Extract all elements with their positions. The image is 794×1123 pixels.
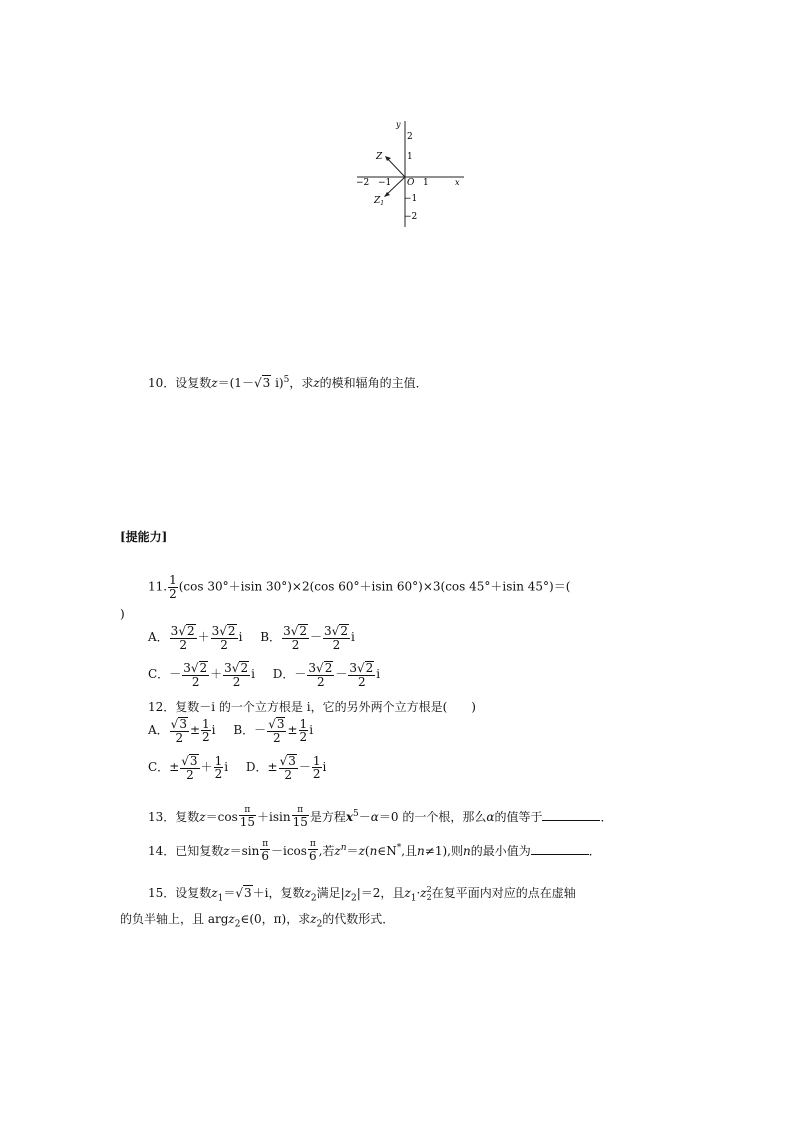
q15-number: 15． [148,886,176,900]
op: ± [169,760,180,775]
q10-text: i) [271,376,284,390]
q10-text: ，求 [289,376,314,390]
q12-options-row2 [148,754,326,781]
q14-text: ≠1) [424,844,448,859]
radicand: 3 [276,717,285,731]
q11-d-frac1: $\frac{3√2}{2}$ [308,661,333,689]
q11-d-frac2: $\frac{3√2}{2}$ [349,661,374,689]
superscript: * [396,843,402,854]
q15-text: 满足| [316,886,345,900]
op: － [169,667,182,682]
q11-a-frac1: $\frac{3√2}{2}$ [170,624,195,652]
q13-text: ＋isin [257,810,291,825]
radicand: 2 [324,661,333,675]
q12-d-frac1: $\frac{√3}{2}$ [279,754,296,782]
q14-var: n [417,844,425,859]
den: 2 [291,637,300,652]
q10-var: z [211,376,218,390]
q11-option-b-label: B． [260,630,282,645]
q15-text: ＝ [223,886,236,900]
radicand: 2 [299,624,307,638]
q11-c-frac1: $\frac{3√2}{2}$ [183,661,208,689]
coef: 3 [349,661,357,675]
exponent: n [340,843,347,854]
coef: 3 [224,661,232,675]
q12-number: 12． [148,700,176,714]
y-tick-1: 1 [407,152,413,162]
q13-text: ＝0 的一个根，那么 [378,810,487,825]
q12-b-frac2 [299,718,309,744]
q14-frac1 [260,840,270,863]
den: 2 [175,730,184,745]
coef: 3 [324,624,332,638]
x-tick-neg2: −2 [356,178,370,188]
q11-frac-num: 1 [169,573,177,587]
den: 2 [191,674,200,689]
q10-exponent: 5 [283,375,290,385]
radicand: 2 [365,661,374,675]
imag-unit: i [322,760,327,775]
vector-z [386,157,405,177]
q15-var: z [211,886,218,900]
den: 2 [232,674,241,689]
den: 2 [220,637,228,652]
q11-b-frac1: $\frac{3√2}{2}$ [283,624,307,652]
q13-var: x [345,810,354,825]
q14-frac2 [308,840,318,863]
op: － [335,667,348,682]
q11-option-a-label: A． [148,630,169,645]
coef: 3 [183,661,191,675]
q15-text: 在复平面内对应的点在虚轴 [431,886,576,900]
q14-text: ( [364,844,370,859]
radicand: 2 [340,624,348,638]
imag-unit: i [224,760,229,775]
question-14 [148,840,601,863]
den: 2 [312,767,321,782]
x-tick-neg1: −1 [378,178,392,188]
radicand: 2 [227,624,236,638]
imag-unit: i [238,630,243,645]
q15-text: 设复数 [175,886,212,900]
op: ＋ [210,667,223,682]
question-15-line2 [120,910,394,929]
q13-text: 复数 [175,810,200,825]
origin-label: O [407,178,415,188]
den: 2 [317,674,325,689]
num: π [309,839,316,849]
question-13 [148,806,613,829]
den: 2 [358,674,366,689]
q15-text: ∈(0，π)，求 [240,912,311,926]
complex-plane-figure [352,115,468,230]
subscript: 2 [316,919,323,930]
point-z1-label: $Z_1$ [374,196,385,207]
question-15: 15．设复数$z_1=√3+i$，复数$z_2$满足$|z_2|=2$，且$z_1\cdot z$ 2 2 在复平面内对应的点在虚轴 [148,885,576,904]
y-axis-label: y [396,120,401,129]
q12-text: 复数－i 的一个立方根是 i，它的另外两个立方根是( ) [175,700,476,714]
radicand: 3 [244,886,252,900]
q14-text: ． [588,844,601,859]
q11-option-d-label: D． [272,667,295,682]
y-tick-neg1: −1 [404,194,418,204]
num: 1 [214,753,223,768]
q14-var: n [369,844,378,859]
radicand: 3 [288,754,296,768]
num: 1 [202,716,210,731]
q12-b-frac1: $\frac{√3}{2}$ [268,717,285,745]
radicand: 2 [240,661,249,675]
q14-text: ,则 [447,844,463,859]
q12-c-frac1: $\frac{√3}{2}$ [181,754,198,782]
q13-text: ． [600,810,613,825]
subscript: 2 [350,893,357,904]
radicand: 3 [179,717,187,731]
x-axis-label: x [455,178,460,187]
q15-var: z [404,886,411,900]
q15-text: 的负半轴上，且 arg [120,912,229,926]
q12-a-frac2 [201,718,211,744]
q14-var: z [334,844,341,859]
q13-frac1 [239,806,256,829]
q10-text: 设复数 [175,376,212,390]
den: 2 [186,767,194,782]
point-z-label: Z [376,152,383,162]
q12-option-c-label: C． [148,760,170,775]
den: 2 [214,767,223,782]
q13-text: ＝cos [205,810,238,825]
q10-var: z [313,376,320,390]
den: 15 [292,815,308,830]
q11-options-row1 [148,624,355,651]
q15-text: ＋i，复数 [252,886,305,900]
q13-frac2 [292,806,309,829]
question-10: 10．设复数z＝(1－√3 i)$^5$，求z的模和辐角的主值． [148,375,428,390]
superscript: 2 [426,885,432,895]
question-11 [148,574,570,600]
q11-frac-den: 2 [169,586,177,601]
q11-fraction [168,574,178,600]
vector-z-arrowhead [385,156,391,161]
q12-c-frac2 [214,755,224,781]
coef: 3 [211,624,220,638]
q14-text: ,若 [318,844,335,859]
q15-var: z [304,886,311,900]
subscript: 2 [426,892,432,902]
imag-unit: i [376,667,381,682]
question-12 [148,698,476,715]
den: 2 [332,637,341,652]
q13-text: － [358,810,371,825]
op: － [310,630,323,645]
num: π [239,806,256,816]
den: 6 [261,849,269,864]
q14-text: ＝sin [229,844,260,859]
y-tick-neg2: −2 [404,212,418,222]
q15-text: · [416,886,421,900]
den: 2 [299,730,308,745]
subscript: 2 [310,893,317,904]
q15-var: z [310,912,317,926]
imag-unit: i [211,723,216,738]
q13-var: α [486,810,495,825]
x-tick-1: 1 [423,178,429,188]
q15-var: z [420,886,427,900]
q14-number: 14． [148,844,176,859]
coef: 3 [170,624,179,638]
q13-text: 的值等于 [494,810,543,825]
imag-unit: i [309,723,314,738]
q10-number: 10． [148,376,176,390]
q11-option-c-label: C． [148,667,170,682]
radicand: 2 [186,624,195,638]
q13-number: 13． [148,810,176,825]
num: 1 [299,716,308,731]
q11-close-paren: ) [120,607,125,621]
imag-unit: i [350,630,355,645]
radicand: 2 [199,661,208,675]
y-tick-2: 2 [407,132,413,142]
den: 2 [273,730,281,745]
den: 2 [202,730,210,745]
q12-option-d-label: D． [245,760,268,775]
subscript: 2 [234,919,241,930]
q12-d-frac2 [312,755,322,781]
q15-var: z [228,912,235,926]
q11-number: 11. [148,579,168,594]
q12-option-b-label: B． [233,723,255,738]
q11-expression: (cos 30°＋isin 30°)×2(cos 60°＋isin 60°)×3(cos 45°＋isin 45°)＝( [178,579,571,594]
op: ＋ [200,760,213,775]
q11-c-frac2: $\frac{3√2}{2}$ [224,661,249,689]
op: － [294,667,307,682]
q14-var: z [223,844,230,859]
exponent: 5 [353,809,359,820]
num: π [292,806,309,816]
q10-text: ＝(1－ [217,376,254,390]
q15-text: 的代数形式． [322,912,395,926]
q14-text: 的最小值为 [470,844,531,859]
op: ＋ [197,630,210,645]
q13-text: 是方程 [309,810,346,825]
num: π [262,839,269,849]
op: ± [267,760,278,775]
op: － [298,760,311,775]
q11-a-frac2: $\frac{3√2}{2}$ [211,624,236,652]
q13-var: z [199,810,206,825]
op: － [254,723,267,738]
q15-var: z [344,886,351,900]
den: 2 [284,767,293,782]
q11-options-row2 [148,661,380,688]
coef: 3 [283,624,291,638]
q11-b-frac2: $\frac{3√2}{2}$ [324,624,348,652]
subscript: 1 [217,893,224,904]
den: 6 [308,849,317,864]
q12-options-row1 [148,717,313,744]
q15-text: |＝2，且 [356,886,405,900]
q14-text: ∈N [377,844,397,859]
q13-answer-blank[interactable] [542,810,600,821]
q10-radicand: 3 [262,376,271,390]
q14-answer-blank[interactable] [531,844,589,855]
subscript: 1 [410,893,417,904]
den: 15 [239,815,256,830]
q12-option-a-label: A． [148,723,169,738]
imag-unit: i [251,667,255,682]
q14-text: ＝ [346,844,359,859]
q14-text: ,且 [401,844,418,859]
num: 1 [312,753,321,768]
den: 2 [179,637,187,652]
q14-text: 已知复数 [175,844,224,859]
q14-text: －icos [271,844,307,859]
q14-var: z [358,844,365,859]
section-heading: [提能力] [120,530,168,544]
q12-a-frac1: $\frac{√3}{2}$ [170,717,187,745]
op: ± [189,723,201,738]
op: ± [287,723,298,738]
radicand: 3 [189,754,198,768]
q13-var: α [370,810,379,825]
coef: 3 [308,661,317,675]
q10-text: 的模和辐角的主值． [319,376,428,390]
q14-var: n [462,844,471,859]
